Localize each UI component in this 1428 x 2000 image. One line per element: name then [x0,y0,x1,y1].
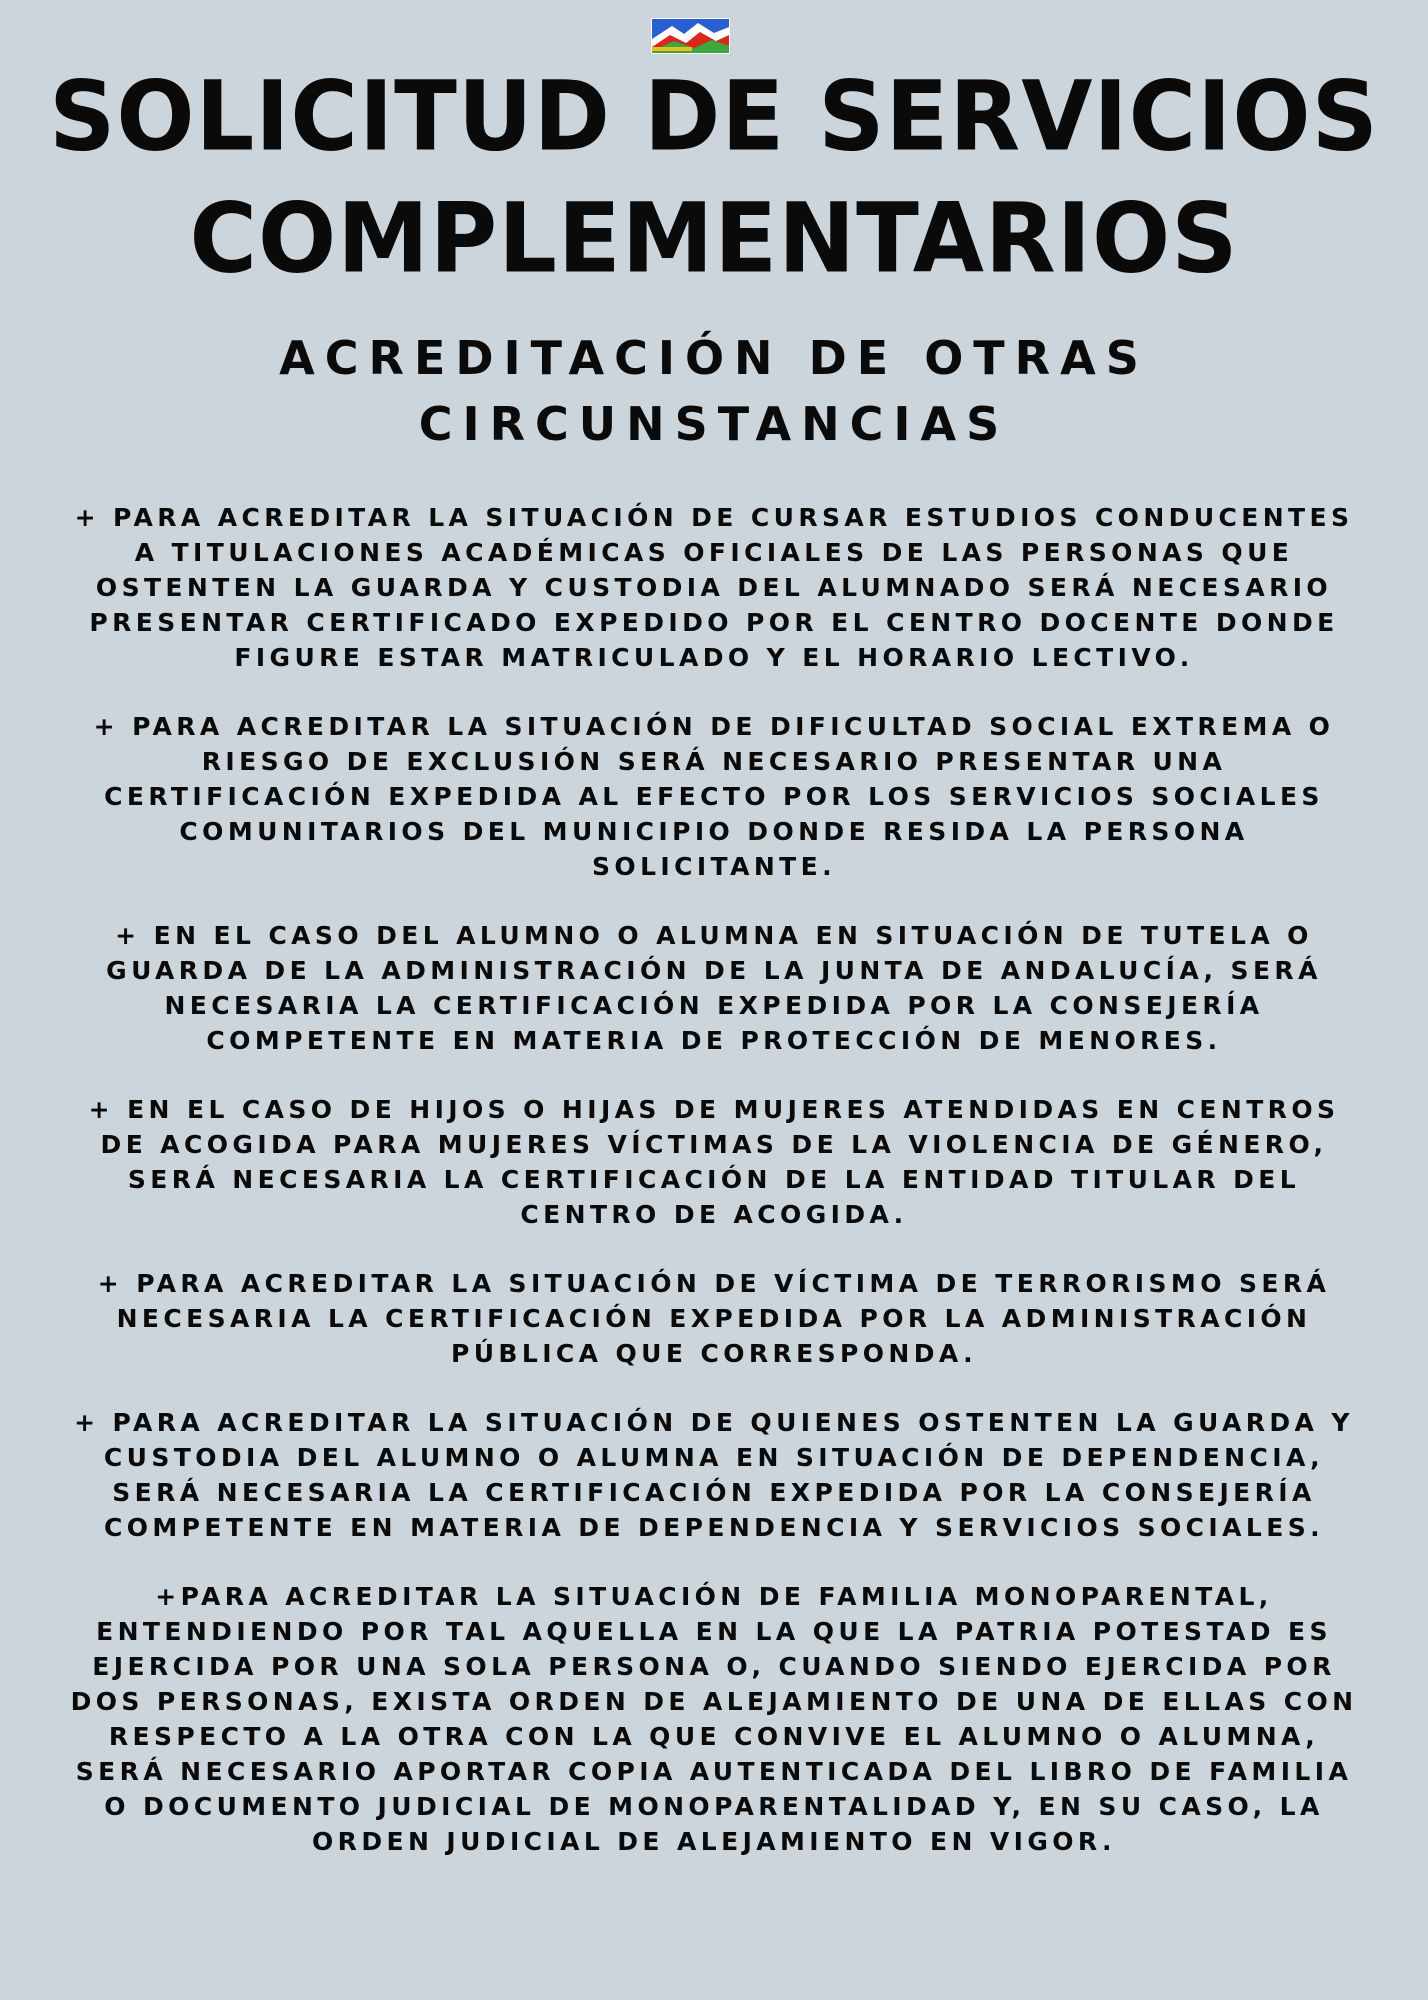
mountain-logo-icon [650,17,731,55]
requirement-paragraph-gender-violence: + EN EL CASO DE HIJOS O HIJAS DE MUJERES ATENDIDAS EN CENTROS DE ACOGIDA PARA MUJERES VÍCTIMAS DE LA VIOLENCIA DE GÉNERO, SERÁ NECESARIA LA CERTIFICACIÓN DE LA ENTIDAD TITULAR DEL CENTRO DE ACOGIDA. [88,1095,1340,1229]
page-title-line-1: SOLICITUD DE SERVICIOS [49,60,1379,173]
page-subtitle-line-2: CIRCUNSTANCIAS [418,397,1010,451]
requirement-paragraph-studies: + PARA ACREDITAR LA SITUACIÓN DE CURSAR ESTUDIOS CONDUCENTES A TITULACIONES ACADÉMICAS OFICIALES DE LAS PERSONAS QUE OSTENTEN LA GUARDA Y CUSTODIA DEL ALUMNADO SERÁ NECESARIO PRESENTAR CERTIFICADO EXPEDIDO POR EL CENTRO DOCENTE DONDE FIGURE ESTAR MATRICULADO Y EL HORARIO LECTIVO. [74,503,1354,672]
requirement-paragraph-social-difficulty: + PARA ACREDITAR LA SITUACIÓN DE DIFICULTAD SOCIAL EXTREMA O RIESGO DE EXCLUSIÓN SERÁ NECESARIO PRESENTAR UNA CERTIFICACIÓN EXPEDIDA AL EFECTO POR LOS SERVICIOS SOCIALES COMUNITARIOS DEL MUNICIPIO DONDE RESIDA LA PERSONA SOLICITANTE. [93,712,1335,881]
requirement-paragraph-terrorism: + PARA ACREDITAR LA SITUACIÓN DE VÍCTIMA DE TERRORISMO SERÁ NECESARIA LA CERTIFICACIÓN EXPEDIDA POR LA ADMINISTRACIÓN PÚBLICA QUE CORRESPONDA. [97,1269,1331,1368]
page-subtitle [0,325,1428,457]
requirement-paragraph-single-parent: +PARA ACREDITAR LA SITUACIÓN DE FAMILIA MONOPARENTAL, ENTENDIENDO POR TAL AQUELLA EN LA QUE LA PATRIA POTESTAD ES EJERCIDA POR UNA SOLA PERSONA O, CUANDO SIENDO EJERCIDA POR DOS PERSONAS, EXISTA ORDEN DE ALEJAMIENTO DE UNA DE ELLAS CON RESPECTO A LA OTRA CON LA QUE CONVIVE EL ALUMNO O ALUMNA, SERÁ NECESARIO APORTAR COPIA AUTENTICADA DEL LIBRO DE FAMILIA O DOCUMENTO JUDICIAL DE MONOPARENTALIDAD Y, EN SU CASO, LA ORDEN JUDICIAL DE ALEJAMIENTO EN VIGOR. [70,1582,1358,1856]
requirement-paragraph-dependency: + PARA ACREDITAR LA SITUACIÓN DE QUIENES OSTENTEN LA GUARDA Y CUSTODIA DEL ALUMNO O ALUMNA EN SITUACIÓN DE DEPENDENCIA, SERÁ NECESARIA LA CERTIFICACIÓN EXPEDIDA POR LA CONSEJERÍA COMPETENTE EN MATERIA DE DEPENDENCIA Y SERVICIOS SOCIALES. [74,1408,1354,1542]
requirement-paragraph-tutelage: + EN EL CASO DEL ALUMNO O ALUMNA EN SITUACIÓN DE TUTELA O GUARDA DE LA ADMINISTRACIÓN DE LA JUNTA DE ANDALUCÍA, SERÁ NECESARIA LA CERTIFICACIÓN EXPEDIDA POR LA CONSEJERÍA COMPETENTE EN MATERIA DE PROTECCIÓN DE MENORES. [106,921,1322,1055]
requirements-list [64,500,1364,1893]
page-subtitle-line-1: ACREDITACIÓN DE OTRAS [279,331,1149,385]
page-title [0,56,1428,300]
page-title-line-2: COMPLEMENTARIOS [189,182,1239,295]
